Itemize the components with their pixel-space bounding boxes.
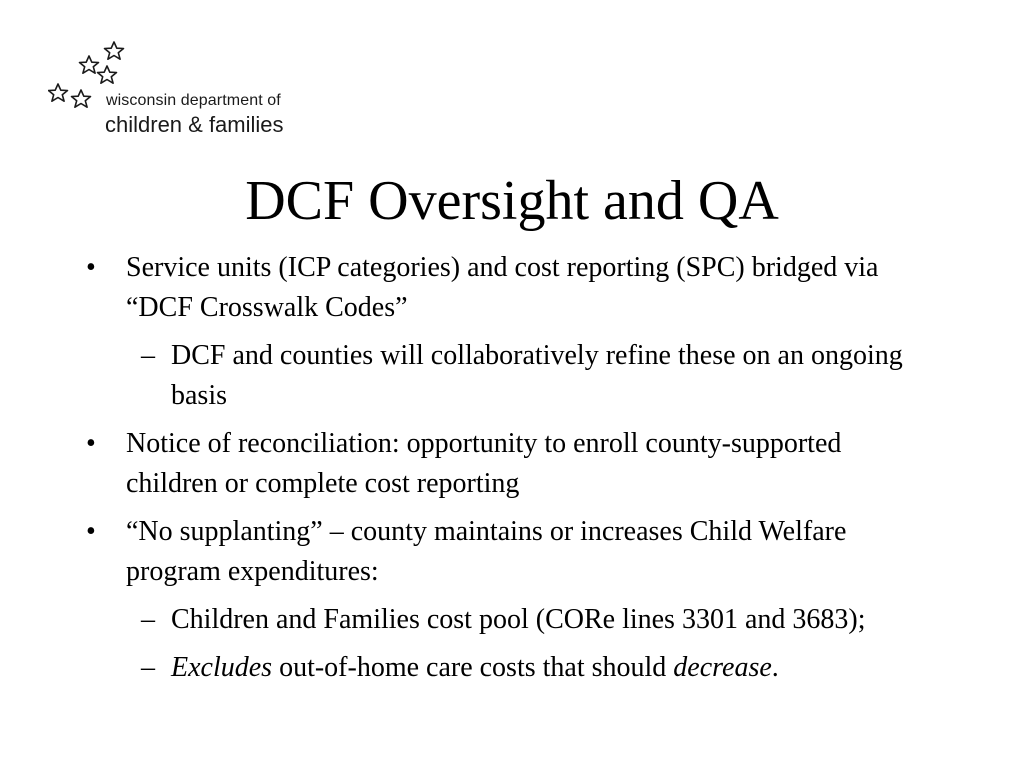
bullet-text: “No supplanting” – county maintains or increases Child Welfare program expenditures:: [126, 516, 847, 587]
bullet-text: Service units (ICP categories) and cost reporting (SPC) bridged via “DCF Crosswalk Codes”: [126, 252, 879, 323]
slide-title: DCF Oversight and QA: [245, 170, 779, 232]
text-middle: out-of-home care costs that should: [272, 652, 674, 683]
bullet-item: [0, 512, 906, 592]
logo-text-line2: children & families: [105, 112, 284, 137]
bullet-text: Notice of reconciliation: opportunity to enroll county-supported children or complete cost reporting: [126, 428, 842, 499]
sub-bullet-item: [0, 336, 931, 416]
sub-bullet-text: Children and Families cost pool (CORe lines 3301 and 3683);: [171, 604, 866, 635]
emphasis-decrease: decrease: [673, 652, 772, 683]
sub-bullet-text: DCF and counties will collaboratively refine these on an ongoing basis: [171, 340, 903, 411]
logo-text-line1: wisconsin department of: [106, 92, 281, 109]
bullet-item: [0, 424, 906, 504]
dcf-logo: [48, 40, 308, 140]
emphasis-excludes: Excludes: [171, 652, 273, 683]
sub-bullet-text: [171, 652, 779, 683]
sub-bullet-marker: –: [141, 340, 155, 371]
bullet-marker: •: [86, 428, 96, 459]
text-end: .: [771, 652, 779, 683]
sub-bullet-marker: –: [141, 604, 155, 635]
sub-bullet-marker: –: [141, 652, 155, 683]
bullet-marker: •: [86, 516, 96, 547]
bullet-list: [0, 248, 1024, 696]
sub-bullet-item: [0, 648, 931, 688]
sub-bullet-item: [0, 600, 931, 640]
bullet-marker: •: [86, 252, 96, 283]
bullet-item: [0, 248, 906, 328]
